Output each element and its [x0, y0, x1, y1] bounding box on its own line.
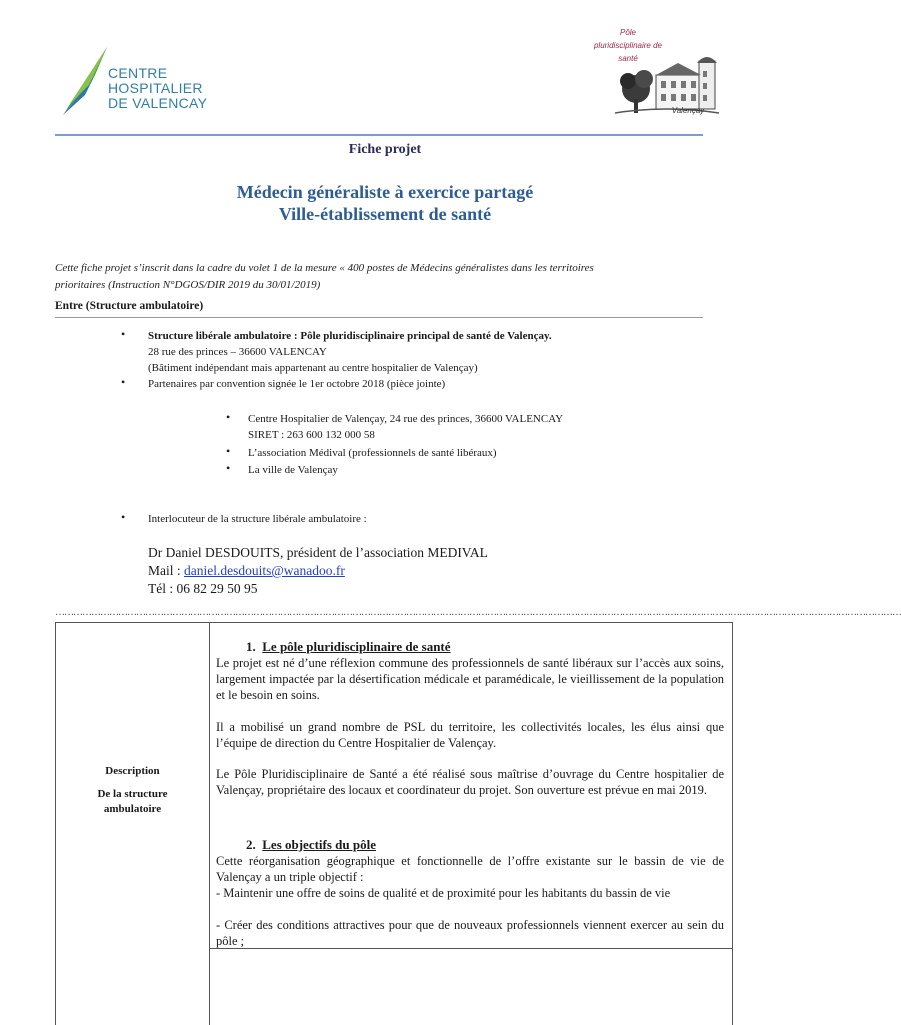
side-label-1: Description: [105, 765, 160, 777]
paragraph-2: Il a mobilisé un grand nombre de PSL du territoire, les collectivités locales, les élus ainsi que l’équipe de direction du Centre Hospitalier de Valençay.: [216, 720, 724, 750]
side-label-3: ambulatoire: [103, 803, 162, 815]
table-divider: [209, 623, 210, 1025]
pole-logo: [583, 25, 723, 125]
description-table: [55, 622, 733, 1025]
section-1-number: 1.: [246, 639, 256, 654]
paragraph-5: - Maintenir une offre de soins de qualité et de proximité pour les habitants du bassin de vie: [216, 886, 671, 900]
intro-line-1: Cette fiche projet s’inscrit dans la cadre du volet 1 de la mesure « 400 postes de Médecins généralistes dans les territoires: [55, 262, 594, 274]
pole-caption: Valençay: [671, 106, 705, 115]
header-rule: [55, 134, 703, 136]
fiche-label: Fiche projet: [348, 142, 422, 157]
interlocuteur-label: Interlocuteur de la structure libérale ambulatoire :: [148, 513, 367, 525]
contact-mail-label: Mail :: [148, 563, 184, 578]
structure-line-2: 28 rue des princes – 36600 VALENCAY: [148, 346, 327, 358]
hospital-logo-mark: [55, 45, 115, 125]
logo-line-3: DE VALENCAY: [108, 95, 208, 111]
contact-mail-link[interactable]: daniel.desdouits@wanadoo.fr: [184, 563, 345, 578]
contact-name: Dr Daniel DESDOUITS, président de l’association MEDIVAL: [148, 545, 488, 560]
entre-rule: [55, 317, 703, 318]
table-bottom-rule: [209, 948, 732, 949]
entre-label: Entre (Structure ambulatoire): [55, 300, 204, 312]
title-line-2: Ville-établissement de santé: [278, 204, 492, 224]
paragraph-6: - Créer des conditions attractives pour que de nouveaux professionnels viennent exercer au sein du pôle ;: [216, 918, 724, 948]
pole-line-2: pluridisciplinaire de: [593, 41, 663, 50]
paragraph-4: Cette réorganisation géographique et fonctionnelle de l’offre existante sur le bassin de vie de Valençay a un triple objectif :: [216, 854, 724, 884]
medival-line: L’association Médival (professionnels de santé libéraux): [248, 447, 497, 459]
paragraph-3: Le Pôle Pluridisciplinaire de Santé a été réalisé sous maîtrise d’ouvrage du Centre hospitalier de Valençay, propriétaire des locaux et coordinateur du projet. Son ouverture est prévue en mai 2019.: [216, 767, 724, 797]
title-line-1: Médecin généraliste à exercice partagé: [236, 182, 534, 202]
paragraph-1: Le projet est né d’une réflexion commune des professionnels de santé libéraux sur l’accès aux soins, largement impactée par la désertification médicale et paramédicale, le vieillissement de la population et le besoin en soins.: [216, 656, 724, 702]
ch-line-1: Centre Hospitalier de Valençay, 24 rue des princes, 36600 VALENCAY: [248, 413, 564, 425]
section-2-title: [246, 837, 376, 853]
intro-line-2: prioritaires (Instruction N°DGOS/DIR 2019 du 30/01/2019): [55, 279, 321, 291]
side-label-2: De la structure: [97, 788, 168, 800]
pole-line-3: santé: [618, 54, 638, 63]
section-2-number: 2.: [246, 837, 256, 852]
ch-line-2: SIRET : 263 600 132 000 58: [248, 429, 375, 441]
contact-tel: Tél : 06 82 29 50 95: [148, 581, 258, 596]
structure-line-1: Structure libérale ambulatoire : Pôle pluridisciplinaire principal de santé de Valençay.: [148, 330, 552, 342]
section-2-heading: Les objectifs du pôle: [262, 837, 376, 852]
partners-line: Partenaires par convention signée le 1er octobre 2018 (pièce jointe): [148, 378, 446, 390]
section-1-heading: Le pôle pluridisciplinaire de santé: [262, 639, 451, 654]
structure-line-3: (Bâtiment indépendant mais appartenant au centre hospitalier de Valençay): [148, 362, 478, 374]
ville-line: La ville de Valençay: [248, 464, 338, 476]
logo-line-2: HOSPITALIER: [108, 80, 203, 96]
section-1-title: [246, 639, 451, 655]
hospital-logo: [55, 45, 225, 125]
bullet-ch: •: [226, 410, 231, 424]
bullet-partners: •: [121, 375, 126, 389]
bullet-ville: •: [226, 461, 231, 475]
logo-line-1: CENTRE: [108, 65, 168, 81]
pole-line-1: Pôle: [619, 28, 636, 37]
bullet-structure: •: [121, 327, 126, 341]
bullet-interlocuteur: •: [121, 510, 126, 524]
dotted-separator: …………………………………………………………………………………………………………………………………………………………………………………………………………………………………………………………: [55, 607, 901, 618]
contact-mail-row: [148, 562, 345, 580]
bullet-medival: •: [226, 444, 231, 458]
